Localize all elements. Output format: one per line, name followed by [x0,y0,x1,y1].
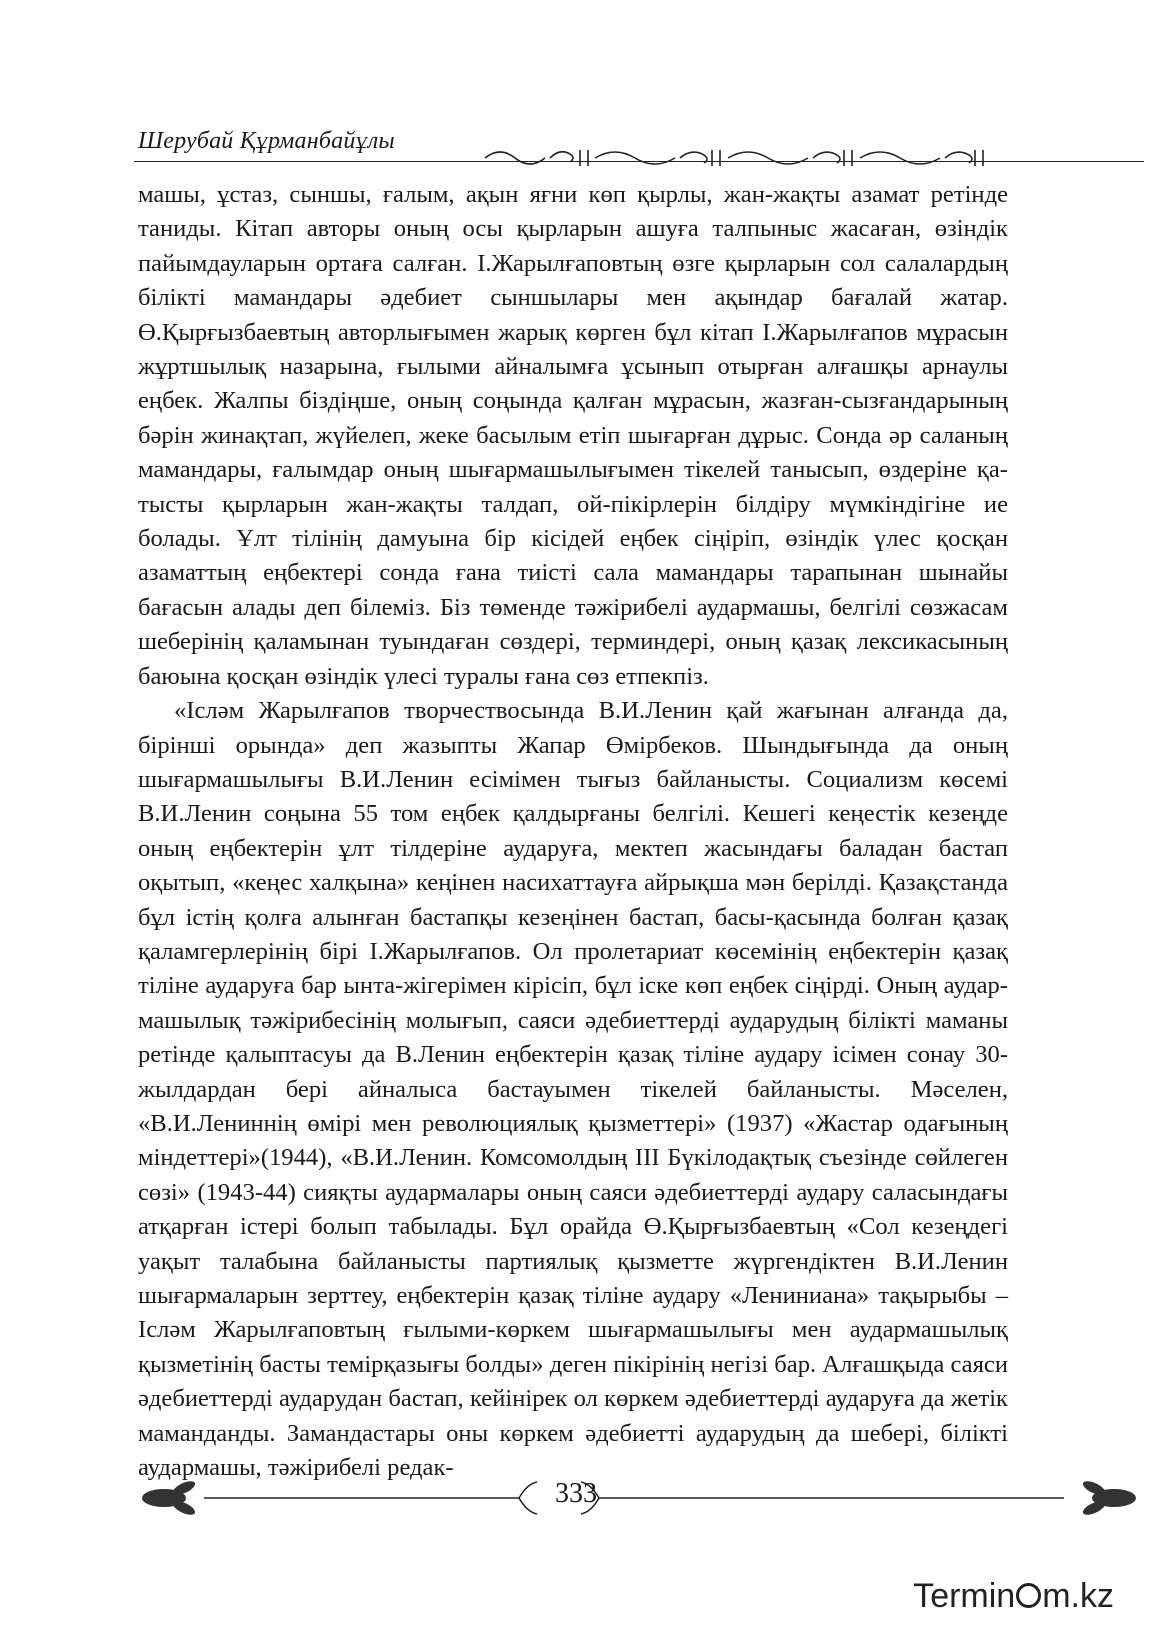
watermark-text-start: Termin [913,1577,1016,1615]
watermark [913,1577,1114,1616]
paragraph: машы, ұстаз, сыншы, ғалым, ақын яғни көп қырлы, жан-жақты азамат ретінде таниды. Кітап авторы оның осы қырларын ашуға талпыныс жасаған, өзіндік пайымдауларын ортаға салған. І.Жарылғаповтың өзге қырларын сол салалардың білікті мамандары әдебиет сыншылары мен ақындар бағалай жатар. Ө.Қырғызбаевтың авторлығымен жарық көрген бұл кітап І.Жарылғапов мұрасын жұртшылық назарына, ғылыми айналымға ұсынып отырған алғашқы арнаулы еңбек. Жалпы біздіңше, оның соңында қалған мұрасын, жазған-сызғандарының бәрін жинақтап, жүйелеп, жеке басылым етіп шығарған дұрыс. Сонда әр саланың мамандары, ғалымдар оның шығармашылығымен тікелей танысып, өздеріне қатысты қырларын жан-жақты талдап, ой-пікірлерін білдіру мүмкіндігіне ие болады. Ұлт тілінің дамуына бір кісідей еңбек сіңіріп, өзіндік үлес қосқан азаматтың еңбектері сонда ғана тиісті сала мамандары тарапынан шынайы бағасын алады деп білеміз. Біз төменде тәжірибелі аудармашы, белгілі сөзжасам шеберінің қаламынан туындаған сөздері, терминдері, оның қазақ лексикасының баюына қосқан өзіндік үлесі туралы ғана сөз етпекпіз. [138,181,1008,690]
watermark-o-glyph [1016,1583,1041,1608]
watermark-text-end: m.kz [1042,1577,1114,1615]
page-number: 333 [555,1478,597,1509]
footer-ornament [134,1476,1144,1520]
body-text [138,178,1008,1485]
header-ornament [480,140,1000,170]
header-rule [134,161,1144,162]
running-head-author: Шерубай Құрманбайұлы [138,128,395,154]
paragraph: «Ісләм Жарылғапов творчествосында В.И.Ленин қай жағынан алғанда да, бірінші орында» деп жазыпты Жапар Өмірбеков. Шындығында да оның шығармашылығы В.И.Ленин есімімен тығыз байланысты. Социализм көсемі В.И.Ленин соңына 55 том еңбек қалдырғаны белгілі. Кешегі кеңестік кезеңде оның еңбектерін ұлт тілдеріне аударуға, мектеп жасындағы баладан бастап оқытып, «кеңес халқына» кеңінен насихаттауға айрықша мән берілді. Қазақстанда бұл істің қолға алынған бастапқы кезеңінен бастап, басы-қасында болған қазақ қаламгерлерінің бірі І.Жарылғапов. Ол пролетариат көсемінің еңбектерін қазақ тіліне аударуға бар ынта-жігерімен кірісіп, бұл іске көп еңбек сіңірді. Оның аудармашылық тәжірибесінің молығып, саяси әдебиеттерді аударудың білікті маманы ретінде қалыптасуы да В.Ленин еңбектерін қазақ тіліне аудару ісімен сонау 30-жылдардан бері айналыса бастауымен тікелей байланысты. Мәселен, «В.И.Лениннің өмірі мен революциялық қызметтері» (1937) «Жастар одағының міндеттері»(1944), «В.И.Ленин. Комсомолдың III Бүкілодақтық съезінде сөйлеген сөзі» (1943-44) сияқты аудармалары оның саяси әдебиеттерді аудару саласындағы атқарған істері болып табылады. Бұл орайда Ө.Қырғызбаевтың «Сол кезеңдегі уақыт талабына байланысты партиялық қызметте жүргендіктен В.И.Ленин шығармаларын зерттеу, еңбектерін қазақ тіліне аудару «Лениниана» тақырыбы – Ісләм Жарылғаповтың ғылыми-көркем шығармашылығы мен аудармашылық қызметінің басты темірқазығы болды» деген пікірінің негізі бар. Алғашқыда саяси әдебиеттерді аударудан бастап, кейінірек ол көркем әдебиеттерді аударуға да жетік маманданды. Замандастары оны көркем әдебиетті аударудың да шебері, білікті аудармашы, тәжірибелі редак- [138,697,1008,1482]
